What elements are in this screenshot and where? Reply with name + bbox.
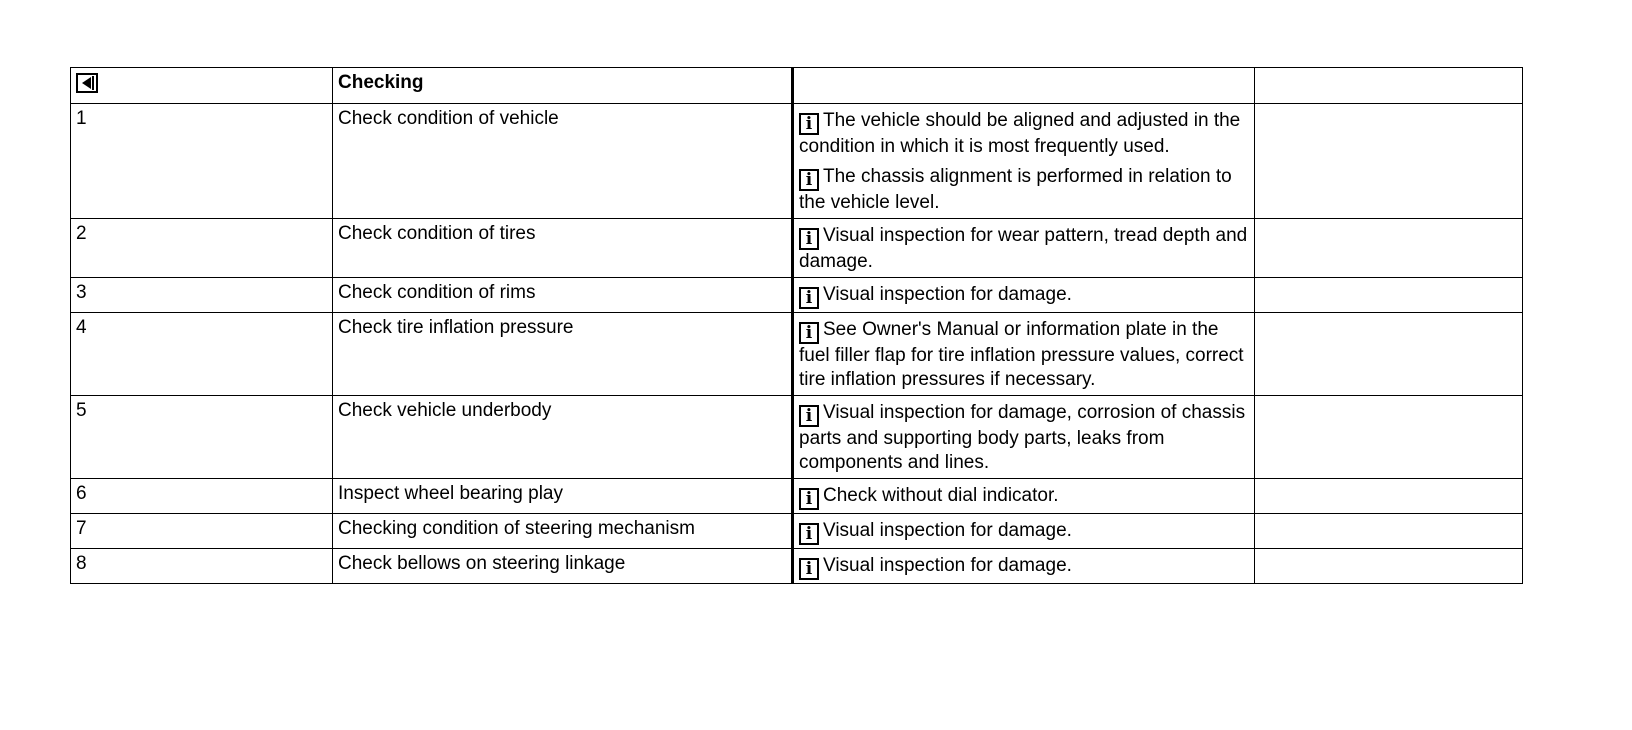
step-task-cell [333, 219, 793, 278]
info-note-text: Check without dial indicator. [823, 485, 1059, 506]
step-task: Check tire inflation pressure [338, 317, 574, 338]
info-note-text: Visual inspection for damage. [823, 284, 1072, 305]
step-number-cell [71, 278, 333, 313]
table-row [71, 396, 1523, 479]
step-number: 5 [76, 400, 87, 421]
step-number: 1 [76, 108, 87, 129]
step-extra-cell [1255, 219, 1523, 278]
info-note [799, 484, 1249, 510]
step-extra-cell [1255, 549, 1523, 584]
step-notes-cell [793, 479, 1255, 514]
info-icon: i [799, 287, 819, 309]
table-row [71, 514, 1523, 549]
info-icon: i [799, 405, 819, 427]
step-notes-cell [793, 313, 1255, 396]
info-note-text: See Owner's Manual or information plate in the fuel filler flap for tire inflation pressure values, correct tire inflation pressures if necessary. [799, 319, 1244, 390]
info-note [799, 401, 1249, 475]
info-icon: i [799, 169, 819, 191]
step-number-cell [71, 514, 333, 549]
step-number: 7 [76, 518, 87, 539]
step-task: Check vehicle underbody [338, 400, 552, 421]
step-extra-cell [1255, 278, 1523, 313]
step-extra-cell [1255, 479, 1523, 514]
info-note-text: Visual inspection for wear pattern, tread depth and damage. [799, 225, 1248, 272]
step-extra-cell [1255, 313, 1523, 396]
section-heading: Checking [338, 72, 424, 93]
step-task: Inspect wheel bearing play [338, 483, 563, 504]
step-number: 8 [76, 553, 87, 574]
step-task: Checking condition of steering mechanism [338, 518, 695, 539]
table-row [71, 219, 1523, 278]
step-number-cell [71, 219, 333, 278]
info-icon: i [799, 113, 819, 135]
info-icon: i [799, 523, 819, 545]
step-notes-cell [793, 549, 1255, 584]
back-arrow-icon[interactable] [76, 73, 98, 93]
step-notes-cell [793, 278, 1255, 313]
step-number-cell [71, 396, 333, 479]
step-notes-cell [793, 219, 1255, 278]
step-number: 6 [76, 483, 87, 504]
step-task-cell [333, 479, 793, 514]
table-row [71, 313, 1523, 396]
step-task-cell [333, 396, 793, 479]
step-task-cell [333, 549, 793, 584]
step-task-cell [333, 104, 793, 219]
info-note [799, 554, 1249, 580]
step-task-cell [333, 514, 793, 549]
info-note [799, 109, 1249, 159]
header-back-cell [71, 68, 333, 104]
step-number: 3 [76, 282, 87, 303]
header-title-cell [333, 68, 793, 104]
info-icon: i [799, 228, 819, 250]
info-icon: i [799, 488, 819, 510]
info-note [799, 519, 1249, 545]
step-number: 2 [76, 223, 87, 244]
info-note [799, 283, 1249, 309]
step-notes-cell [793, 396, 1255, 479]
info-note-text: The chassis alignment is performed in relation to the vehicle level. [799, 166, 1232, 213]
info-note-text: Visual inspection for damage. [823, 520, 1072, 541]
step-task-cell [333, 278, 793, 313]
step-extra-cell [1255, 104, 1523, 219]
procedure-table-body [71, 68, 1523, 584]
info-note [799, 318, 1249, 392]
info-note [799, 165, 1249, 215]
table-row [71, 549, 1523, 584]
step-number-cell [71, 313, 333, 396]
procedure-table [70, 67, 1523, 584]
step-notes-cell [793, 104, 1255, 219]
step-number-cell [71, 549, 333, 584]
step-task: Check condition of rims [338, 282, 536, 303]
table-row [71, 479, 1523, 514]
step-task-cell [333, 313, 793, 396]
info-note [799, 224, 1249, 274]
info-note-text: The vehicle should be aligned and adjusted in the condition in which it is most frequently used. [799, 110, 1241, 157]
info-icon: i [799, 322, 819, 344]
table-row [71, 104, 1523, 219]
step-number-cell [71, 479, 333, 514]
table-row [71, 278, 1523, 313]
step-number-cell [71, 104, 333, 219]
step-task: Check condition of vehicle [338, 108, 559, 129]
table-header-row [71, 68, 1523, 104]
info-icon: i [799, 558, 819, 580]
step-notes-cell [793, 514, 1255, 549]
step-task: Check condition of tires [338, 223, 536, 244]
step-number: 4 [76, 317, 87, 338]
info-note-text: Visual inspection for damage. [823, 555, 1072, 576]
step-extra-cell [1255, 396, 1523, 479]
header-notes-cell [793, 68, 1255, 104]
info-note-text: Visual inspection for damage, corrosion of chassis parts and supporting body parts, leaks from components and lines. [799, 402, 1246, 473]
step-task: Check bellows on steering linkage [338, 553, 626, 574]
step-extra-cell [1255, 514, 1523, 549]
header-extra-cell [1255, 68, 1523, 104]
